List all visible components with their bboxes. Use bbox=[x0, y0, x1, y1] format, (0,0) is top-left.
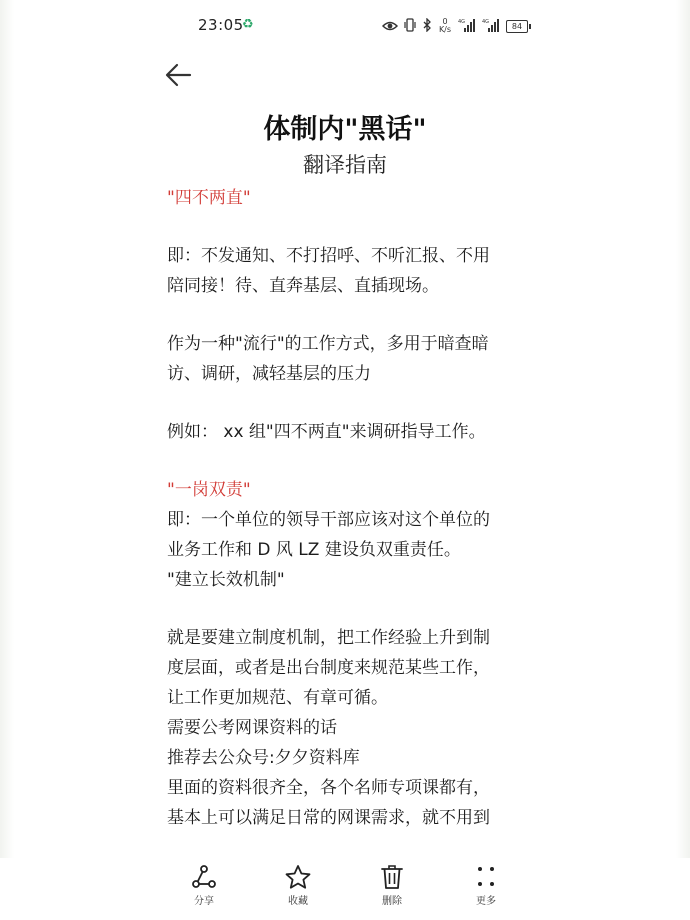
section3-line: 里面的资料很齐全，各个名师专项课都有， bbox=[167, 778, 490, 798]
more-button[interactable] bbox=[456, 864, 516, 907]
section1-heading: "四不两直" bbox=[167, 188, 251, 208]
share-button[interactable] bbox=[174, 864, 234, 907]
section3-line: 就是要建立制度机制，把工作经验上升到制 bbox=[167, 628, 490, 648]
network-speed-value: 0 bbox=[442, 17, 448, 26]
share-icon bbox=[190, 864, 218, 890]
more-label: 更多 bbox=[476, 896, 496, 907]
section2-heading: "一岗双责" bbox=[167, 480, 251, 500]
recycle-icon: ♻ bbox=[242, 17, 254, 32]
status-icons bbox=[382, 15, 528, 37]
status-time: 23:05 bbox=[198, 16, 244, 34]
signal-icon-2 bbox=[482, 17, 500, 36]
article-body bbox=[167, 183, 537, 833]
more-dots-icon bbox=[472, 864, 500, 890]
favorite-label: 收藏 bbox=[288, 896, 308, 907]
favorite-button[interactable] bbox=[268, 864, 328, 907]
vibrate-icon bbox=[404, 17, 416, 36]
section2-line: 业务工作和 D 风 LZ 建设负双重责任。 bbox=[167, 540, 461, 560]
section3-line: 基本上可以满足日常的网课需求，就不用到 bbox=[167, 808, 490, 828]
arrow-left-icon bbox=[162, 60, 196, 90]
signal-icon bbox=[458, 17, 476, 36]
bluetooth-icon bbox=[422, 17, 432, 36]
eye-icon bbox=[382, 17, 398, 36]
status-bar bbox=[0, 0, 690, 52]
network-speed-unit: K/s bbox=[438, 25, 452, 34]
section3-line: 让工作更加规范、有章可循。 bbox=[167, 688, 388, 708]
section3-line: 需要公考网课资料的话 bbox=[167, 718, 337, 738]
signal-1-label: 4G bbox=[458, 18, 466, 25]
section3-line: 推荐去公众号:夕夕资料库 bbox=[167, 748, 360, 768]
section1-line: 即：不发通知、不打招呼、不听汇报、不用 bbox=[167, 246, 490, 266]
delete-label: 删除 bbox=[382, 896, 402, 907]
battery-icon: 84 bbox=[506, 20, 528, 33]
section1-example: 例如： xx 组"四不两直"来调研指导工作。 bbox=[167, 422, 486, 442]
network-speed bbox=[438, 18, 452, 34]
page-subtitle: 翻译指南 bbox=[303, 153, 387, 177]
signal-2-label: 4G bbox=[482, 18, 490, 25]
section1-line: 陪同接！待、直奔基层、直插现场。 bbox=[167, 276, 439, 296]
share-label: 分享 bbox=[194, 896, 214, 907]
delete-button[interactable] bbox=[362, 864, 422, 907]
trash-icon bbox=[378, 864, 406, 890]
section2-line: "建立长效机制" bbox=[167, 570, 285, 590]
section1-para2-line: 访、调研，减轻基层的压力 bbox=[167, 364, 371, 384]
star-icon bbox=[284, 864, 312, 890]
bottom-toolbar bbox=[0, 858, 690, 920]
section1-para2-line: 作为一种"流行"的工作方式，多用于暗查暗 bbox=[167, 334, 489, 354]
back-button[interactable] bbox=[162, 60, 196, 90]
section3-line: 度层面，或者是出台制度来规范某些工作， bbox=[167, 658, 490, 678]
page-title: 体制内"黑话" bbox=[263, 114, 427, 145]
section2-line: 即：一个单位的领导干部应该对这个单位的 bbox=[167, 510, 490, 530]
